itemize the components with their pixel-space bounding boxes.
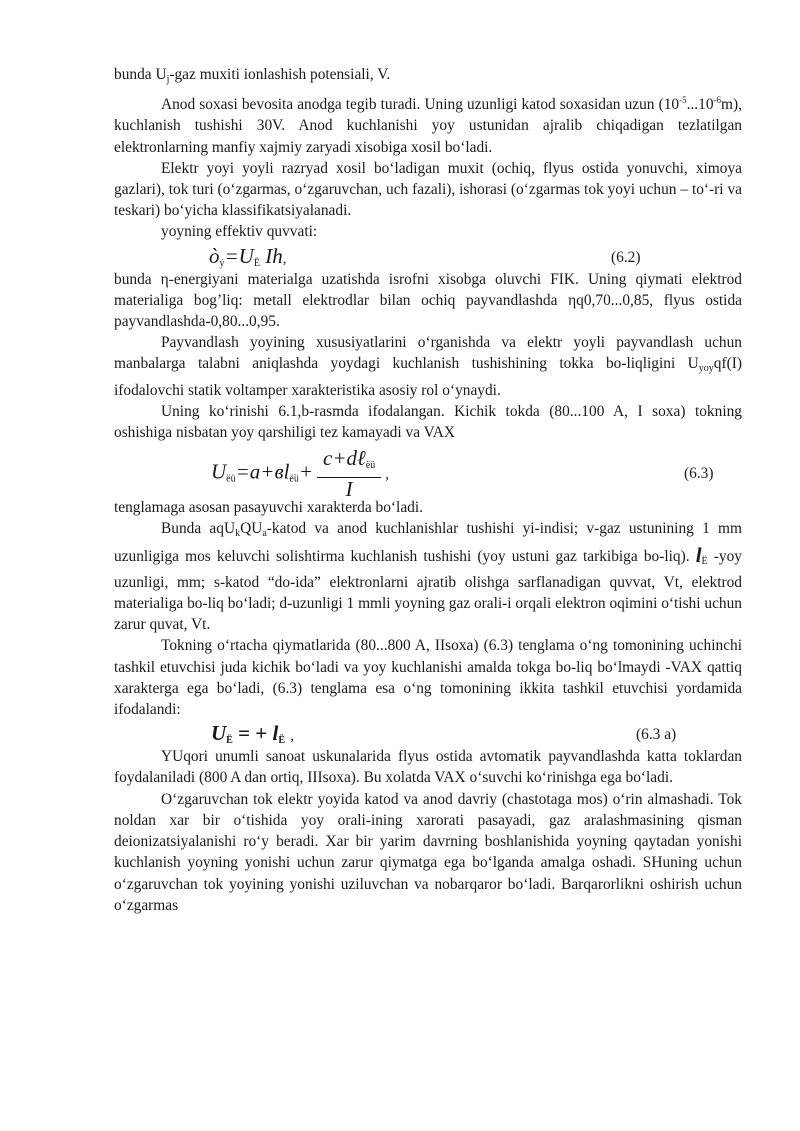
paragraph-11: YUqori unumli sanoat uskunalarida flyus ostida avtomatik payvandlashda katta toklardan foydalaniladi (800 A dan ortiq, IIIsoxa). Bu xolatda VAX o‘suvchi ko‘rinishga ega bo‘ladi. — [114, 748, 742, 787]
equation-6-3a — [114, 720, 742, 746]
equation-6-3a-formula: $U_Ë$ = + $l_Ë$ , — [211, 721, 295, 747]
paragraph-12: O‘zgaruvchan tok elektr yoyida katod va anod davriy (chastotaga mos) o‘rin almashadi. Tok noldan xar bir o‘tishida yoy orali-ining xarorati pasayadi, gaz aralashmasining qisman deionizatsiyalanishi ro‘y beradi. Xar bir yarim davrning boshlanishida yoyning qaytadan yonishi kuchlanish yoyning yonishi uchun zarur qiymatga ega bo‘lganda amalga oshadi. SHuning uchun o‘zgaruvchan tok yoyining yonishi uziluvchan va nobarqaror bo‘ladi. Barqarorlikni oshirish uchun o‘zgarmas — [114, 790, 742, 914]
equation-6-3-formula: $U_{ёü}=a+вl_{ёü}+$ $\frac{c+d\ell_{ёü}}{I}$ , — [211, 446, 389, 502]
equation-6-3 — [114, 443, 742, 502]
equation-6-3-fraction: $\frac{c+d\ell_{ёü}}{I}$ — [317, 447, 381, 500]
paragraph-9: Bunda $aqU_kQU_a$-katod va anod kuchlanishlar tushishi yi-indisi; v-gaz ustunining 1 mm uzunligiga mos keluvchi solishtirma kuchlanish tushishi (yoy ustuni gaz tarkibiga bo-liq). $l_Ë$ -yoy uzunligi, mm; s-katod “do-ida” elektronlarni ajratib olishga sarflanadigan quvvat, Vt, elektrod materialiga bo-liq bo‘ladi; d-uzunligi 1 mmli yoyning gaz orali-i orqali elektron oqimini o‘tishi uchun zarur quvat, Vt. — [114, 520, 743, 634]
paragraph-8: tenglamaga asosan pasayuvchi xarakterda bo‘ladi. — [114, 499, 423, 517]
equation-6-3-number: (6.3) — [684, 465, 714, 483]
equation-6-3a-number: (6.3 a) — [636, 726, 677, 744]
equation-6-2-formula: $ò_ý=U_Ë$ Ih, — [209, 243, 287, 269]
paragraph-2: Anod soxasi bevosita anodga tegib turadi. Uning uzunligi katod soxasidan uzun $(10^{-5}...10^{-6}m)$, kuchlanish tushishi 30V. Anod kuchlanishi yoy ustunidan ajralib chiqadigan tezlatilgan elektronlarning manfiy xajmiy zaryadi xisobiga xosil bo‘ladi. — [114, 95, 742, 156]
paragraph-7: Uning ko‘rinishi 6.1,b-rasmda ifodalangan. Kichik tokda (80...100 A, I soxa) tokning oshishiga nisbatan yoy qarshiligi tez kamayadi va VAX — [114, 402, 742, 442]
paragraph-1: bunda $U_j$-gaz muxiti ionlashish potensiali, V. — [114, 66, 391, 85]
paragraph-5: bunda η-energiyani materialga uzatishda isrofni xisobga oluvchi FIK. Uning qiymati elektrod materialiga bog’liq: metall elektrodlar bilan ochiq payvandlashda ηq0,70...0,85, flyus ostida payvandlashda-0,80...0,95. — [114, 270, 742, 331]
equation-6-2-number: (6.2) — [611, 248, 641, 266]
paragraph-10: Tokning o‘rtacha qiymatlarida (80...800 A, IIsoxa) (6.3) tenglama o‘ng tomonining uchinchi tashkil etuvchisi juda kichik bo‘ladi va yoy kuchlanishi amalda tokga bo-liq bo‘lmaydi -VAX qattiq xarakterga ega bo‘ladi, (6.3) tenglama esa o‘ng tomonining ikkita tashkil etuvchisi yordamida ifodalandi: — [114, 637, 742, 719]
paragraph-6: Payvandlash yoyining xususiyatlarini o‘rganishda va elektr yoyli payvandlash uchun manbalarga talabni aniqlashda yoydagi kuchlanish tushishining tokka bo-liqligini $U_{yoy}qf(I)$ ifodalovchi statik voltamper xarakteristika asosiy rol o‘ynaydi. — [114, 334, 742, 399]
paragraph-3: Elektr yoyi yoyli razryad xosil bo‘ladigan muxit (ochiq, flyus ostida yonuvchi, ximoya gazlari), tok turi (o‘zgarmas, o‘zgaruvchan, uch fazali), ishorasi (o‘zgarmas tok yoyi uchun – to‘-ri va teskari) bo‘yicha klassifikatsiyalanadi. — [114, 159, 742, 220]
document-page — [114, 64, 742, 916]
paragraph-4: yoyning effektiv quvvati: — [161, 223, 318, 241]
equation-6-2 — [114, 243, 742, 269]
